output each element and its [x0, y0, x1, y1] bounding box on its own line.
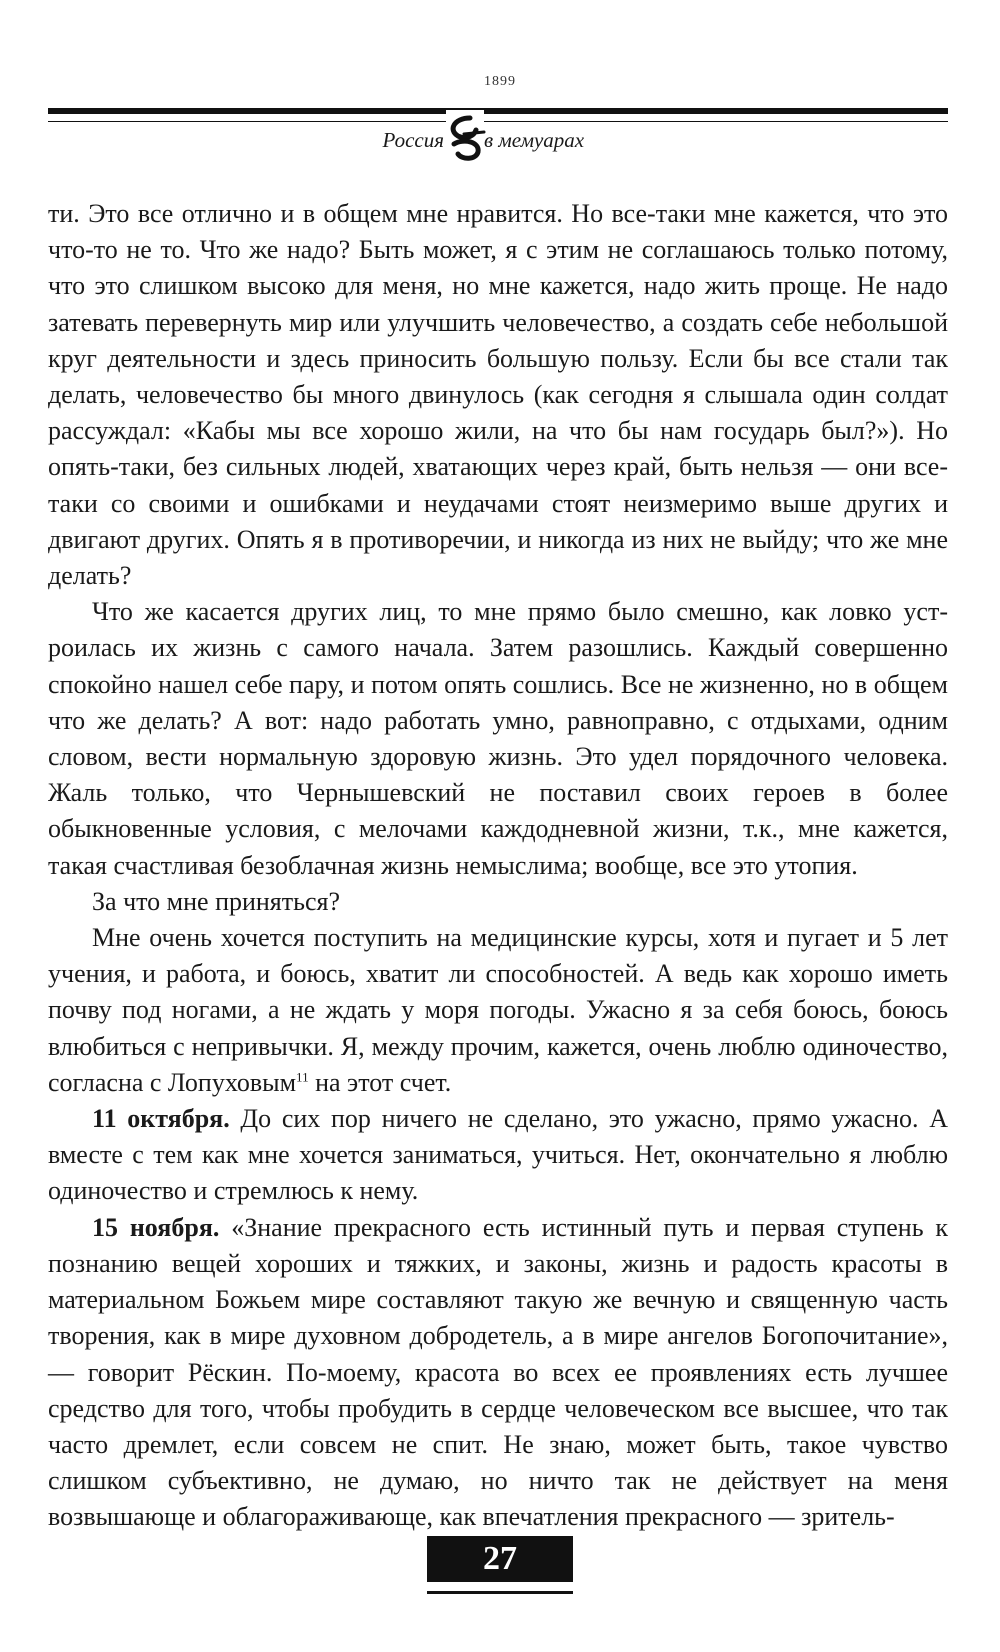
running-year: 1899	[484, 74, 516, 89]
header-rule-thick	[48, 108, 948, 114]
paragraph-text: Мне очень хочется поступить на медицинские курсы, хотя и пугает и 5 лет учения, и работа, и боюсь, хватит ли способностей. А ведь как хорошо иметь почву под ногами, а не ждать у моря погоды. Ужасно я за себя боюсь, боюсь влюбиться с непривычки. Я, между прочим, кажется, очень люблю одиночество, согласна с Лопуховым	[48, 923, 948, 1097]
series-title-left: Россия	[382, 128, 444, 152]
body-text	[48, 196, 948, 1536]
footnote-ref: 11	[296, 1069, 309, 1085]
diary-entry	[48, 1101, 948, 1210]
page-number: 27	[427, 1536, 573, 1582]
entry-text: «Знание прекрасного есть истинный путь и первая ступень к познанию вещей хороших и тяжких, и законы, жизнь и радость красоты в материальном Божьем мире составляют такую же вечную и священную часть творения, как в мире духовном добродетель, а в мире ангелов Богопочитание», — говорит Рёскин. По-моему, красота во всех ее проявлениях есть лучшее средство для того, чтобы пробудить в сердце человеческом все высшее, что так часто дремлет, если совсем не спит. Не знаю, может быть, такое чувство слишком субъективно, не думаю, но ничто так не действует на меня возвышающе и облагораживающе, как впечатления прекрасного — зритель-	[48, 1212, 949, 1532]
page-number-rule	[427, 1591, 573, 1594]
entry-date: 11 октября.	[92, 1104, 230, 1134]
paragraph: За что мне приняться?	[92, 886, 341, 916]
series-title-right: в мемуарах	[484, 128, 585, 152]
paragraph	[48, 920, 948, 1101]
diary-entry	[48, 1210, 948, 1536]
paragraph: Что же касается других лиц, то мне прямо было смешно, как ловко устроилась их жизнь с самого начала. Затем разошлись. Каждый совершенно спокойно нашел себе пару, и потом опять сошлись. Все не жизненно, но в общем что же делать? А вот: надо работать умно, равноправно, с отдыхами, одним словом, вести нормальную здоровую жизнь. Это удел порядочного человека. Жаль только, что Чернышевский не поставил своих героев в более обыкновенные условия, с мелочами каждодневной жизни, т.к., мне кажется, такая счастливая безоблачная жизнь немыслима; вообще, все это утопия.	[48, 597, 948, 880]
entry-date: 15 ноября.	[92, 1212, 220, 1242]
paragraph: ти. Это все отлично и в общем мне нравится. Но все-таки мне кажется, что это что-то не то. Что же надо? Быть может, я с этим не соглашаюсь только потому, что это слишком высоко для меня, но мне кажется, надо жить проще. Не надо затевать перевернуть мир или улучшить человечество, а создать себе небольшой круг деятельности и здесь приносить большую пользу. Если бы все стали так делать, человечество бы много двинулось (как сегодня я слышала один солдат рассуждал: «Кабы мы все хорошо жили, на что бы нам государь был?»). Но опять-таки, без сильных людей, хватающих через край, быть нельзя — они все-таки со своими и ошибками и неудачами стоят неизмеримо выше других и двигают других. Опять я в противоречии, и никогда из них не выйду; что же мне делать?	[48, 199, 948, 591]
entry-text: До сих пор ничего не сделано, это ужасно, прямо ужасно. А вместе с тем как мне хочется заниматься, учиться. Нет, окончательно я люблю одиночество и стремлюсь к нему.	[48, 1104, 948, 1206]
ornament-icon	[440, 104, 490, 164]
paragraph-text: на этот счет.	[308, 1067, 452, 1097]
header-rule-thin	[48, 121, 948, 122]
